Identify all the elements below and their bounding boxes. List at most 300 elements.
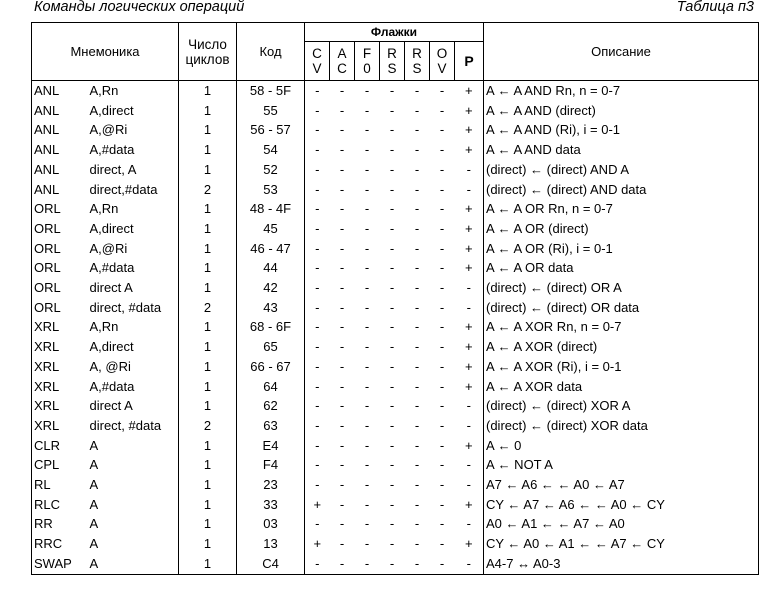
description-cell: A ← A XOR Rn, n = 0-7 [484,317,759,337]
flag-col-rs1: R S [380,42,405,81]
description-cell: A ← A XOR data [484,377,759,397]
mnemonic-cell: XRL [32,337,84,357]
table-row [32,160,759,180]
table-row [32,258,759,278]
flag-cell: - [439,240,445,256]
flag-cell: - [414,339,420,355]
flag-cell: - [305,337,330,357]
cycles-cell: 1 [179,396,237,416]
operand-cell: A, @Ri [89,358,131,374]
flag-cell: - [339,457,345,473]
mnemonic-cell: RLC [32,495,84,515]
operand-cell: direct A [89,398,133,414]
flag-cell: - [414,102,420,118]
cycles-cell: 1 [179,101,237,121]
cycles-cell: 1 [179,199,237,219]
flag-cell: - [389,319,395,335]
flag-cell: - [305,436,330,456]
flag-cell: - [414,260,420,276]
flag-cell: - [364,339,370,355]
table-row [32,357,759,377]
flag-cell: - [389,398,395,414]
flag-cell: - [364,358,370,374]
parity-flag-cell: - [466,299,471,315]
flag-cell: - [389,496,395,512]
flag-cell: - [305,81,330,101]
operand-cell: A,@Ri [89,240,128,256]
flag-cell: - [364,398,370,414]
code-cell: 63 [237,416,305,436]
flag-cell: - [339,417,345,433]
flag-cell: - [364,260,370,276]
operand-cell: A,Rn [89,319,119,335]
table-row [32,416,759,436]
flag-cell: - [364,378,370,394]
flag-cell: - [364,299,370,315]
flag-cell: - [364,102,370,118]
table-row [32,377,759,397]
flag-cell: - [389,161,395,177]
flag-cell: - [305,258,330,278]
flag-cell: - [364,161,370,177]
flag-cell: - [414,161,420,177]
flag-cell: - [305,396,330,416]
operand-cell: A,Rn [89,83,119,98]
flag-cell: - [414,181,420,197]
flag-cell: - [364,142,370,158]
description-cell: CY ← A0 ← A1 ← ← A7 ← CY [484,534,759,554]
flag-cell: - [305,278,330,298]
flag-cell: - [339,260,345,276]
flag-cell: - [339,83,345,98]
mnemonic-cell: XRL [32,377,84,397]
cycles-cell: 1 [179,140,237,160]
table-row [32,337,759,357]
code-cell: 48 - 4F [237,199,305,219]
operand-cell: A,#data [89,142,135,158]
table-row [32,140,759,160]
flag-cell: - [339,378,345,394]
parity-flag-cell: + [464,260,473,276]
description-cell: A4-7 ↔ A0-3 [484,554,759,574]
flag-cell: - [305,377,330,397]
description-cell: (direct) ← (direct) AND data [484,180,759,200]
code-cell: 45 [237,219,305,239]
code-cell: 55 [237,101,305,121]
flag-cell: - [389,536,395,552]
parity-flag-cell: - [466,280,471,296]
mnemonic-cell: CLR [32,436,84,456]
flag-cell: - [339,280,345,296]
flag-cell: - [305,180,330,200]
mnemonic-cell: ANL [32,120,84,140]
description-cell: A ← A OR data [484,258,759,278]
description-cell: A ← A AND data [484,140,759,160]
mnemonic-cell: RR [32,514,84,534]
flag-cell: - [414,477,420,493]
flag-cell: - [414,240,420,256]
table-number: Таблица п3 [676,0,754,15]
parity-flag-cell: + [464,122,473,138]
cycles-cell: 1 [179,337,237,357]
description-cell: A ← A XOR (Ri), i = 0-1 [484,357,759,377]
operand-cell: A,#data [89,260,135,276]
flag-cell: - [339,102,345,118]
description-cell: A ← A AND Rn, n = 0-7 [484,81,759,101]
parity-flag-cell: - [466,457,471,473]
code-cell: 44 [237,258,305,278]
description-cell: (direct) ← (direct) OR A [484,278,759,298]
code-cell: 58 - 5F [237,81,305,101]
flag-cell: + [305,495,330,515]
mnemonic-cell: ANL [32,81,84,101]
parity-flag-cell: - [466,477,471,493]
description-cell: (direct) ← (direct) OR data [484,298,759,318]
flag-cell: - [339,319,345,335]
cycles-cell: 1 [179,258,237,278]
flag-cell: - [339,398,345,414]
table-row [32,495,759,515]
code-cell: 54 [237,140,305,160]
flag-cell: - [305,120,330,140]
flag-col-ov: O V [430,42,455,81]
flag-cell: - [305,160,330,180]
flag-cell: - [339,536,345,552]
flag-cell: - [305,554,330,574]
parity-flag-cell: + [464,102,473,118]
flag-cell: - [439,161,445,177]
flag-cell: - [389,437,395,453]
flag-cell: - [364,201,370,217]
operand-cell: A [89,516,99,532]
description-cell: (direct) ← (direct) XOR A [484,396,759,416]
cycles-cell: 1 [179,81,237,101]
flag-cell: - [364,477,370,493]
flag-cell: - [364,280,370,296]
flag-col-rs0: R S [405,42,430,81]
flag-cell: - [339,181,345,197]
flag-cell: - [439,398,445,414]
mnemonic-cell: ANL [32,160,84,180]
flag-cell: - [355,554,380,574]
description-cell: A ← A AND (Ri), i = 0-1 [484,120,759,140]
flag-cell: - [439,260,445,276]
flag-cell: - [439,102,445,118]
description-cell: (direct) ← (direct) XOR data [484,416,759,436]
flag-cell: - [414,83,420,98]
flag-cell: - [439,280,445,296]
code-cell: 62 [237,396,305,416]
description-cell: A ← A XOR (direct) [484,337,759,357]
operand-cell: A,@Ri [89,122,128,138]
flag-cell: - [339,496,345,512]
parity-flag-cell: + [464,339,473,355]
flag-cell: - [305,199,330,219]
flag-cell: - [305,514,330,534]
description-cell: A ← 0 [484,436,759,456]
operand-cell: A,Rn [89,201,119,217]
code-cell: F4 [237,455,305,475]
flag-cell: - [439,181,445,197]
description-cell: A0 ← A1 ← ← A7 ← A0 [484,514,759,534]
flag-cell: - [439,339,445,355]
flag-cell: - [339,220,345,236]
flag-cell: - [439,477,445,493]
flag-cell: - [305,298,330,318]
parity-flag-cell: + [464,536,473,552]
flag-cell: - [414,220,420,236]
table-row [32,298,759,318]
table-row [32,219,759,239]
mnemonic-cell: ORL [32,239,84,259]
operand-cell: direct, #data [89,417,162,433]
mnemonic-cell: CPL [32,455,84,475]
flag-cell: - [414,299,420,315]
operand-cell: A,direct [89,339,134,355]
flag-cell: - [414,437,420,453]
table-row [32,475,759,495]
flag-cell: - [414,417,420,433]
flag-cell: - [339,437,345,453]
cycles-cell: 1 [179,278,237,298]
parity-flag-cell: + [464,201,473,217]
operand-cell: A [89,457,99,473]
flag-cell: - [389,457,395,473]
flag-cell: - [439,516,445,532]
flag-cell: - [364,536,370,552]
flag-cell: - [414,142,420,158]
parity-flag-cell: + [464,496,473,512]
flag-cell: - [405,554,430,574]
parity-flag-cell: + [464,83,473,98]
mnemonic-cell: SWAP [32,554,84,574]
header-cycles: Число циклов [179,23,237,81]
parity-flag-cell: - [466,181,471,197]
flag-cell: - [389,240,395,256]
table-row [32,317,759,337]
flag-cell: - [389,516,395,532]
flag-col-f0: F 0 [355,42,380,81]
flag-cell: - [339,142,345,158]
cycles-cell: 2 [179,416,237,436]
flag-cell: - [439,83,445,98]
cycles-cell: 1 [179,436,237,456]
header-mnemonic: Мнемоника [32,23,179,81]
parity-flag-cell: - [466,516,471,532]
flag-cell: - [305,416,330,436]
code-cell: 65 [237,337,305,357]
flag-cell: - [305,357,330,377]
table-row [32,455,759,475]
flag-cell: - [430,554,455,574]
code-cell: 53 [237,180,305,200]
flag-cell: - [389,417,395,433]
table-row [32,514,759,534]
flag-cell: - [339,358,345,374]
table-row [32,101,759,121]
mnemonic-cell: XRL [32,357,84,377]
flag-cell: - [439,319,445,335]
flag-cell: - [414,358,420,374]
flag-col-cv: C V [305,42,330,81]
flag-cell: - [389,339,395,355]
cycles-cell: 1 [179,554,237,574]
code-cell: 13 [237,534,305,554]
operand-cell: A [84,554,179,574]
flag-cell: - [364,122,370,138]
flag-cell: - [389,201,395,217]
flag-cell: - [414,122,420,138]
code-cell: E4 [237,436,305,456]
description-cell: A ← A OR Rn, n = 0-7 [484,199,759,219]
flag-cell: - [364,417,370,433]
flag-cell: - [414,536,420,552]
flag-cell: - [339,201,345,217]
flag-cell: - [305,455,330,475]
cycles-cell: 2 [179,298,237,318]
flag-cell: - [339,122,345,138]
operand-cell: direct, #data [89,299,162,315]
flag-cell: - [389,122,395,138]
flag-cell: - [439,437,445,453]
mnemonic-cell: RRC [32,534,84,554]
table-row [32,534,759,554]
cycles-cell: 2 [179,180,237,200]
cycles-cell: 1 [179,534,237,554]
operand-cell: A [89,477,99,493]
parity-flag-cell: - [466,398,471,414]
code-cell: 46 - 47 [237,239,305,259]
description-cell: CY ← A7 ← A6 ← ← A0 ← CY [484,495,759,515]
mnemonic-cell: XRL [32,416,84,436]
flag-cell: - [339,299,345,315]
header-description: Описание [484,23,759,81]
flag-cell: - [339,339,345,355]
flag-cell: - [389,378,395,394]
flag-cell: - [364,240,370,256]
flag-cell: - [389,260,395,276]
code-cell: 33 [237,495,305,515]
flag-cell: - [439,358,445,374]
flag-cell: - [364,220,370,236]
parity-flag-cell: + [464,142,473,158]
cycles-cell: 1 [179,357,237,377]
flag-cell: - [305,140,330,160]
mnemonic-cell: ORL [32,298,84,318]
parity-flag-cell: - [466,417,471,433]
table-row [32,239,759,259]
table-row [32,199,759,219]
mnemonic-cell: XRL [32,396,84,416]
code-cell: 52 [237,160,305,180]
flag-cell: - [389,142,395,158]
mnemonic-cell: ORL [32,199,84,219]
code-cell: 68 - 6F [237,317,305,337]
cycles-cell: 1 [179,219,237,239]
flag-cell: - [439,536,445,552]
description-cell: A ← A AND (direct) [484,101,759,121]
flag-cell: - [439,201,445,217]
flag-cell: - [414,457,420,473]
flag-col-p: P [455,42,484,81]
flag-cell: - [439,378,445,394]
mnemonic-cell: XRL [32,317,84,337]
flag-cell: - [439,122,445,138]
flag-cell: - [339,477,345,493]
flag-cell: - [439,142,445,158]
code-cell: 42 [237,278,305,298]
code-cell: C4 [237,554,305,574]
description-cell: A ← A OR (direct) [484,219,759,239]
flag-cell: - [389,83,395,98]
flag-cell: - [339,240,345,256]
flag-cell: - [414,378,420,394]
mnemonic-cell: ORL [32,278,84,298]
code-cell: 43 [237,298,305,318]
code-cell: 64 [237,377,305,397]
flag-cell: + [305,534,330,554]
table-caption [0,0,770,20]
flag-cell: - [389,181,395,197]
flag-cell: - [389,102,395,118]
table-row [32,180,759,200]
flag-cell: - [414,319,420,335]
flag-cell: - [364,181,370,197]
flag-cell: - [364,516,370,532]
cycles-cell: 1 [179,514,237,534]
parity-flag-cell: + [464,240,473,256]
table-row [32,120,759,140]
flag-cell: - [305,219,330,239]
flag-cell: - [439,417,445,433]
flag-cell: - [414,398,420,414]
mnemonic-cell: ANL [32,101,84,121]
flag-cell: - [439,496,445,512]
mnemonic-cell: ORL [32,258,84,278]
code-cell: 66 - 67 [237,357,305,377]
operand-cell: A,direct [89,102,134,118]
parity-flag-cell: + [464,220,473,236]
parity-flag-cell: + [464,437,473,453]
flag-cell: - [339,161,345,177]
table-row [32,436,759,456]
flag-cell: - [364,457,370,473]
flag-cell: - [389,358,395,374]
operand-cell: A [89,496,99,512]
flag-cell: - [364,83,370,98]
cycles-cell: 1 [179,377,237,397]
header-code: Код [237,23,305,81]
cycles-cell: 1 [179,239,237,259]
operand-cell: direct, A [89,161,137,177]
flag-cell: - [305,101,330,121]
flag-cell: - [414,516,420,532]
parity-flag-cell: + [464,358,473,374]
code-cell: 23 [237,475,305,495]
operand-cell: direct A [89,280,133,296]
parity-flag-cell: - [466,161,471,177]
flag-cell: - [389,220,395,236]
flag-cell: - [364,496,370,512]
description-cell: (direct) ← (direct) AND A [484,160,759,180]
cycles-cell: 1 [179,160,237,180]
mnemonic-cell: ANL [32,180,84,200]
operand-cell: A,#data [89,378,135,394]
operand-cell: A,direct [89,220,134,236]
flag-cell: - [339,516,345,532]
flag-cell: - [439,457,445,473]
mnemonic-cell: RL [32,475,84,495]
